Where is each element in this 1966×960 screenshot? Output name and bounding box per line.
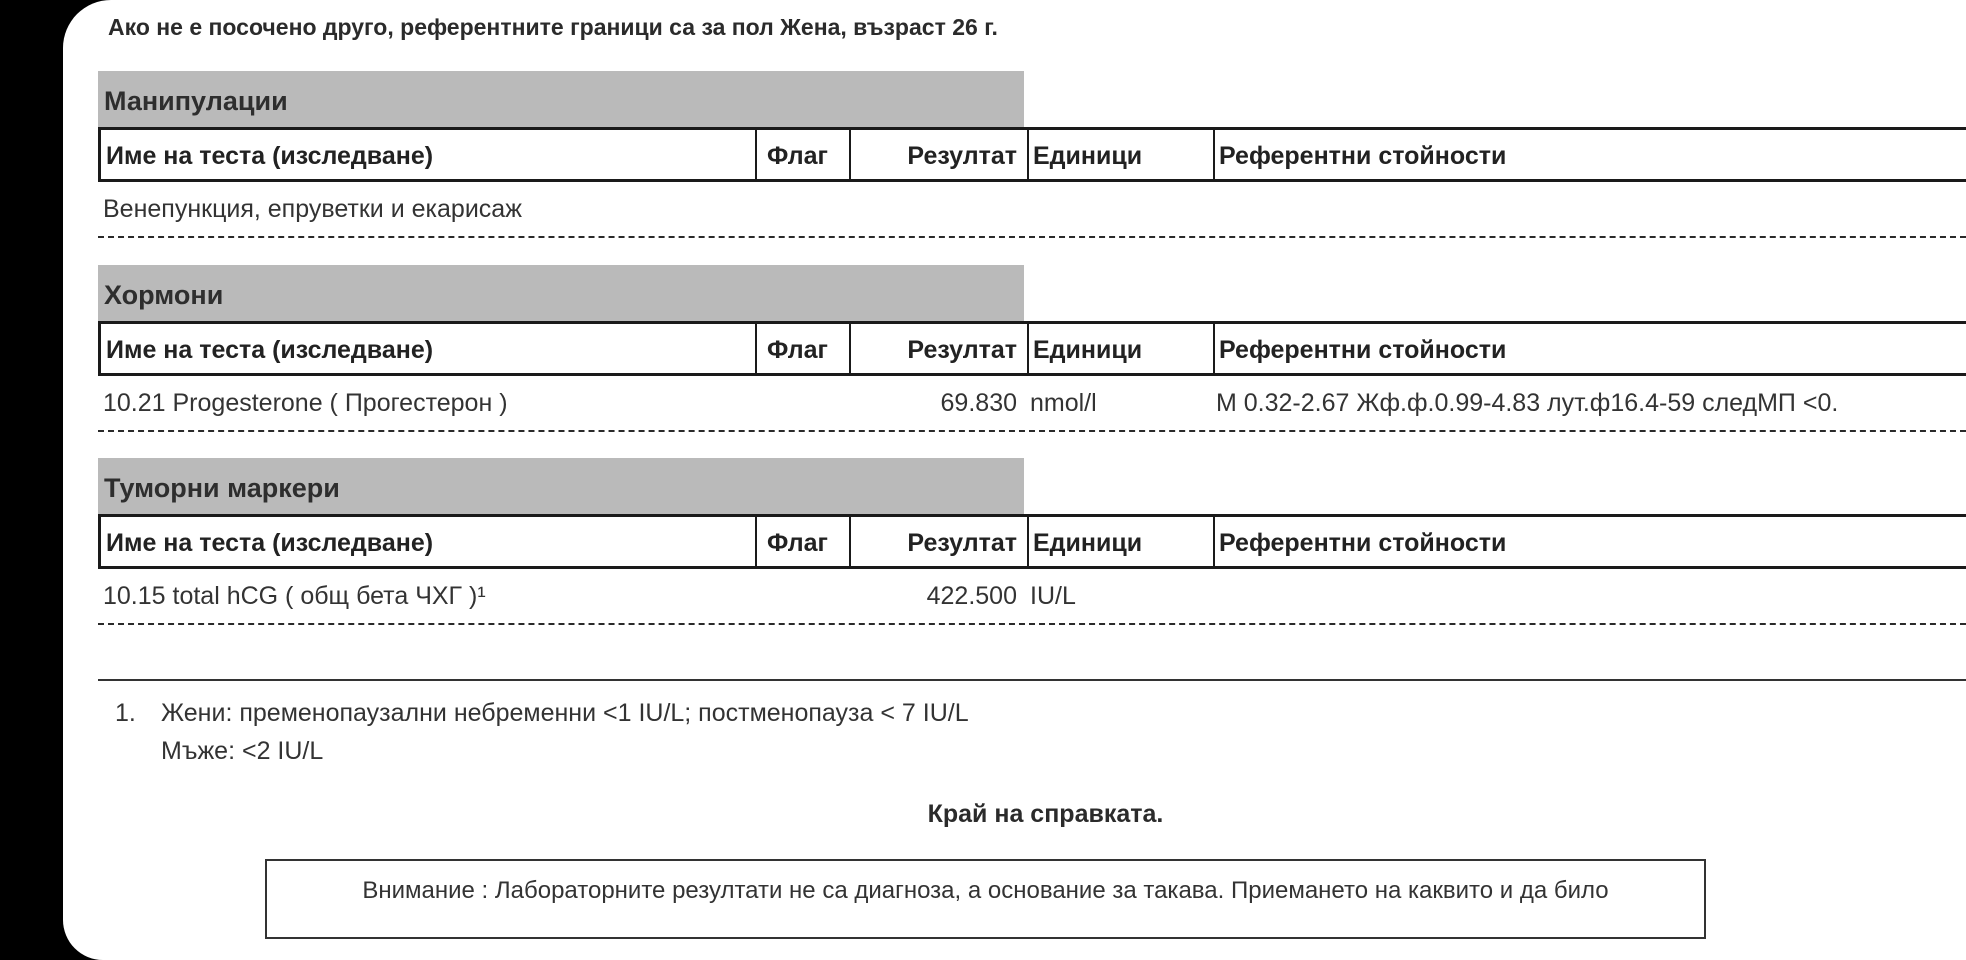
col-flag-header: Флаг <box>767 336 828 364</box>
col-name-header: Име на теста (изследване) <box>106 529 434 557</box>
test-units: nmol/l <box>1030 389 1097 417</box>
table-row <box>98 182 1966 238</box>
col-reference-header: Референтни стойности <box>1219 142 1507 170</box>
col-result-header: Резултат <box>907 142 1017 170</box>
table-row <box>98 376 1966 432</box>
section-title: Туморни маркери <box>98 458 1024 514</box>
table-row <box>98 569 1966 625</box>
col-units-header: Единици <box>1033 529 1143 557</box>
col-flag-header: Флаг <box>767 529 828 557</box>
test-reference: M 0.32-2.67 Жф.ф.0.99-4.83 лут.ф16.4-59 следМП <0. <box>1216 389 1839 417</box>
footnote-line: Жени: пременопаузални небременни <1 IU/L; постменопауза < 7 IU/L <box>161 699 969 727</box>
test-result: 422.500 <box>926 582 1017 610</box>
test-name: 10.21 Progesterone ( Прогестерон ) <box>103 389 508 417</box>
footnotes <box>98 679 1966 765</box>
table-header <box>98 321 1966 376</box>
warning-box <box>265 859 1706 939</box>
test-units: IU/L <box>1030 582 1076 610</box>
col-result-header: Резултат <box>907 336 1017 364</box>
col-reference-header: Референтни стойности <box>1219 529 1507 557</box>
warning-text: Внимание : Лабораторните резултати не са диагноза, а основание за такава. Приемането на каквито и да било <box>362 877 1609 904</box>
section-tumor-markers <box>98 458 1966 625</box>
col-units-header: Единици <box>1033 336 1143 364</box>
section-hormones <box>98 265 1966 432</box>
report-end: Край на справката. <box>927 800 1164 828</box>
section-title: Манипулации <box>98 71 1024 127</box>
col-name-header: Име на теста (изследване) <box>106 336 434 364</box>
section-title: Хормони <box>98 265 1024 321</box>
test-name: Венепункция, епруветки и екарисаж <box>103 195 522 223</box>
table-header <box>98 514 1966 569</box>
col-units-header: Единици <box>1033 142 1143 170</box>
reference-intro: Ако не е посочено друго, референтните граници са за пол Жена, възраст 26 г. <box>108 14 998 40</box>
col-reference-header: Референтни стойности <box>1219 336 1507 364</box>
col-result-header: Резултат <box>907 529 1017 557</box>
col-name-header: Име на теста (изследване) <box>106 142 434 170</box>
section-manipulations <box>98 71 1966 238</box>
table-header <box>98 127 1966 182</box>
test-result: 69.830 <box>940 389 1017 417</box>
col-flag-header: Флаг <box>767 142 828 170</box>
footnote-number: 1. <box>115 699 136 727</box>
report-content <box>98 0 1966 913</box>
footnote-line: Мъже: <2 IU/L <box>161 737 324 765</box>
test-name: 10.15 total hCG ( общ бета ЧХГ )¹ <box>103 582 486 610</box>
